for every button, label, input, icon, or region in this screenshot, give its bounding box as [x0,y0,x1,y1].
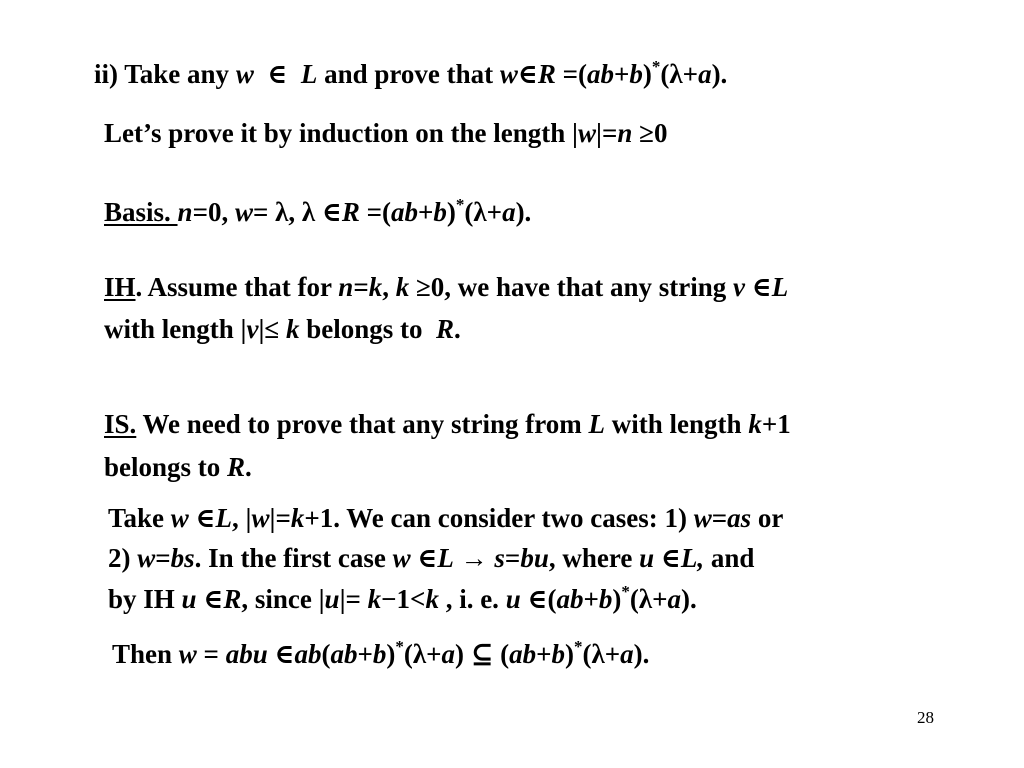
text-segment: . [245,452,252,482]
text-segment: (λ+ [582,639,621,669]
proof-line-1 [108,505,783,532]
text-segment: |≤ [258,314,286,344]
text-segment: n [617,118,633,148]
text-segment: . [454,314,461,344]
text-segment: by IH [108,584,182,614]
text-segment: ab [294,639,322,669]
text-segment: ) [565,639,574,669]
text-segment: ∈ [654,543,681,573]
text-segment: ∈( [520,584,557,614]
text-segment: u [639,543,655,573]
text-segment: L, [680,543,705,573]
text-segment: = λ, λ ∈ [252,197,342,227]
text-segment: =( [555,59,588,89]
ih-line-1 [104,274,788,301]
text-segment: ab [587,59,615,89]
text-segment: * [651,57,661,76]
text-segment: * [621,582,630,601]
text-segment: a [441,639,455,669]
text-segment: + [536,639,552,669]
text-segment: + [614,59,630,89]
text-segment: or [751,503,784,533]
text-segment: belongs to [299,314,436,344]
text-segment: ). [515,197,532,227]
text-segment: b [433,197,447,227]
text-segment: a [698,59,712,89]
text-segment: = [711,503,728,533]
text-segment: w [499,59,518,89]
text-segment: b [629,59,643,89]
text-segment: R [537,59,556,89]
text-segment: ) [642,59,652,89]
text-segment: as [727,503,752,533]
text-segment: b [551,639,565,669]
text-segment: u [324,584,340,614]
text-segment: ab [509,639,537,669]
text-segment: ab [556,584,584,614]
text-segment: (λ+ [464,197,503,227]
text-segment: |= [596,118,618,148]
text-segment: . Assume that for [135,272,339,302]
text-segment: * [455,195,465,214]
ih-line-2 [104,316,461,343]
text-segment: = [353,272,369,302]
text-segment: Then [112,639,179,669]
text-segment: +1. We can consider two cases: 1) [304,503,694,533]
text-segment: = [196,639,226,669]
text-segment: with length | [104,314,247,344]
text-segment: (λ+ [629,584,668,614]
text-segment: v [246,314,259,344]
text-segment: u [505,584,521,614]
text-segment: ) [612,584,622,614]
text-segment: L [300,59,318,89]
text-segment: k [748,409,762,439]
text-segment: Basis. [104,197,178,227]
text-segment: ∈ [188,503,216,533]
text-segment: bu [520,543,549,573]
text-segment: (λ+ [403,639,442,669]
text-segment: ∈ [745,272,772,302]
text-segment: a [667,584,681,614]
text-segment: IS. [104,409,137,439]
text-segment: 2) [108,543,138,573]
text-segment: u [181,584,197,614]
text-segment: and [704,543,755,573]
text-segment: L [215,503,233,533]
text-segment: w [170,503,189,533]
text-segment: ab [391,197,419,227]
text-segment: = [504,543,521,573]
text-segment: R [227,452,246,482]
text-segment: + [418,197,434,227]
text-segment: abu [225,639,268,669]
text-segment: ). [633,639,650,669]
text-segment: ) [386,639,396,669]
text-segment: ∈ [253,59,301,89]
text-segment: + [357,639,373,669]
statement-line [94,57,728,89]
text-segment: w [693,503,712,533]
conclusion-line [112,637,650,669]
text-segment: , where [548,543,640,573]
text-segment: k [367,584,382,614]
page-number: 28 [917,708,934,727]
text-segment: L [588,409,606,439]
text-segment: (λ+ [660,59,699,89]
text-segment: ) [446,197,456,227]
text-segment: , i. e. [438,584,506,614]
text-segment: k [395,272,410,302]
text-segment: ≥0 [632,118,668,148]
text-segment: and prove that [317,59,500,89]
text-segment: k [425,584,439,614]
text-segment: w [235,59,254,89]
text-segment: ∈ [267,639,295,669]
text-segment: ∈ [196,584,224,614]
text-segment: ). [711,59,728,89]
text-segment: ii) Take any [94,59,236,89]
text-segment: n [177,197,193,227]
text-segment: * [395,637,404,656]
text-segment: ∈ [517,59,538,89]
text-segment: w [178,639,197,669]
induction-intro-line [104,120,667,147]
text-segment: w [251,503,270,533]
text-segment: ∈ [410,543,438,573]
proof-line-3 [108,582,697,614]
text-segment: , [382,272,396,302]
text-segment: v [733,272,746,302]
text-segment: |= [269,503,291,533]
text-segment: , since | [241,584,325,614]
text-segment: . In the first case [194,543,393,573]
text-segment: |= [339,584,368,614]
text-segment: We need to prove that any string from [136,409,589,439]
text-segment: k [368,272,383,302]
text-segment: ( [321,639,331,669]
text-segment: b [598,584,613,614]
text-segment: bs [170,543,195,573]
text-segment: R [436,314,455,344]
text-segment: k [290,503,305,533]
text-segment: −1< [381,584,426,614]
text-segment: b [372,639,387,669]
text-segment: R [223,584,242,614]
text-segment: L [437,543,454,573]
text-segment: +1 [761,409,791,439]
text-segment: n [338,272,354,302]
text-segment: ). [680,584,697,614]
basis-line [104,195,532,227]
text-segment: + [583,584,599,614]
text-segment: * [574,637,583,656]
text-segment: ≥0, we have that any string [409,272,734,302]
text-segment: s [494,543,505,573]
text-segment: with length [605,409,749,439]
text-segment: w [578,118,597,148]
text-segment: L [771,272,789,302]
text-segment: ) ⊆ ( [455,639,510,669]
text-segment: Let’s prove it by induction on the length | [104,118,578,148]
text-segment: w [137,543,156,573]
text-segment: , | [232,503,252,533]
text-segment: R [341,197,360,227]
text-segment: = [155,543,171,573]
text-segment: a [502,197,516,227]
proof-line-2 [108,545,754,572]
text-segment: Take [108,503,171,533]
is-line-2 [104,454,252,481]
text-segment: w [392,543,411,573]
text-segment: =0, [192,197,235,227]
text-segment: a [620,639,634,669]
text-segment: k [285,314,300,344]
text-segment: belongs to [104,452,228,482]
text-segment: =( [359,197,392,227]
text-segment: → [453,543,495,573]
text-segment: w [234,197,253,227]
text-segment: ab [330,639,358,669]
is-line-1 [104,411,791,438]
text-segment: IH [104,272,136,302]
